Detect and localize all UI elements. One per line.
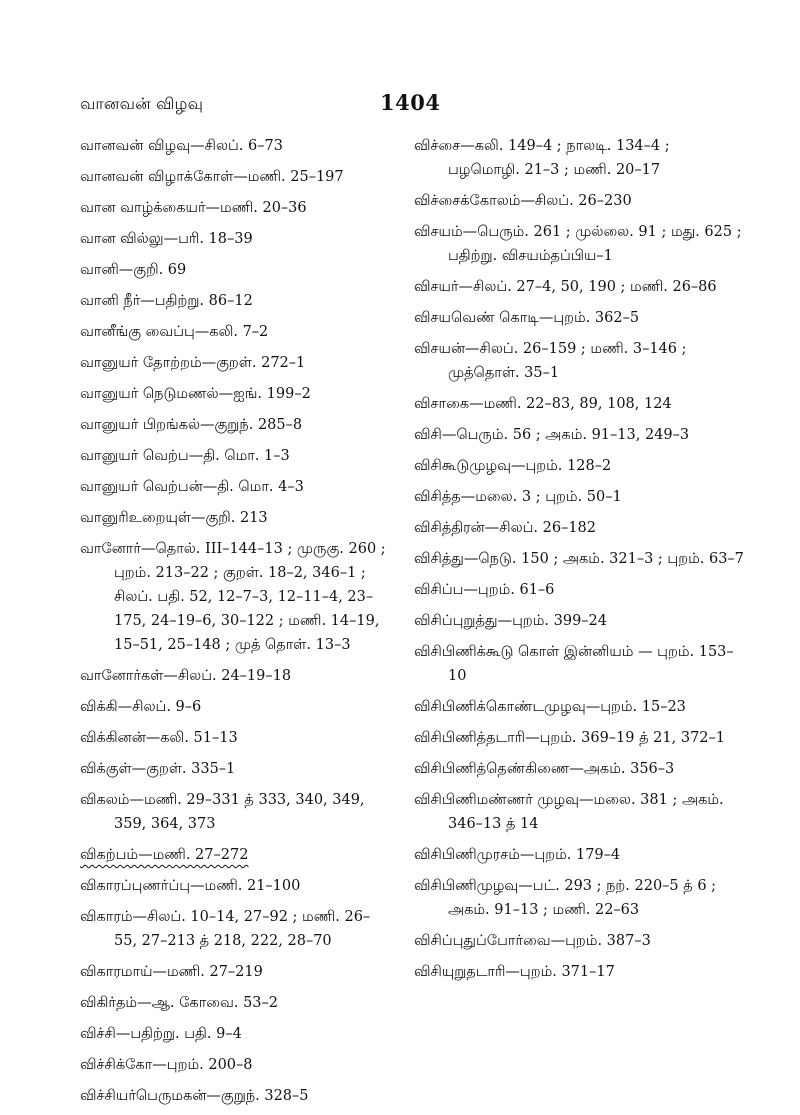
index-entry: விச்சி—பதிற்று. பதி. 9–4 bbox=[80, 1026, 242, 1042]
index-entry: விகாரமாய்—மணி. 27–219 bbox=[80, 964, 263, 980]
index-entry: விசித்திரன்—சிலப். 26–182 bbox=[414, 520, 597, 536]
index-entry: வானீங்கு வைப்பு—கலி. 7–2 bbox=[80, 324, 269, 340]
index-entry: வானுயர் பிறங்கல்—குறுந். 285–8 bbox=[80, 417, 303, 433]
index-entry: விகிர்தம்—ஆ. கோவை. 53–2 bbox=[80, 995, 279, 1011]
index-entry: விகலம்—மணி. 29–331 த் 333, 340, 349, 359, 364, 373 bbox=[80, 792, 365, 832]
index-entry: வானோர்கள்—சிலப். 24–19–18 bbox=[80, 668, 292, 684]
index-entry: விகற்பம்—மணி. 27–272 bbox=[80, 847, 249, 863]
index-entry: வானுரிஉறையுள்—குறி. 213 bbox=[80, 510, 268, 526]
index-entry: வானுயர் நெடுமணல்—ஐங். 199–2 bbox=[80, 386, 311, 402]
index-entry: விசிபிணிக்கொண்டமுழவு—புறம். 15–23 bbox=[414, 699, 686, 715]
index-entry: விச்சியர்பெருமகன்—குறுந். 328–5 bbox=[80, 1088, 309, 1104]
index-entry: விசயன்—சிலப். 26–159 ; மணி. 3–146 ; முத்தொள். 35–1 bbox=[414, 341, 687, 381]
index-entry: வானுயர் தோற்றம்—குறள். 272–1 bbox=[80, 355, 306, 371]
index-entry: வானவன் விழாக்கோள்—மணி. 25–197 bbox=[80, 169, 344, 185]
index-entry: விசித்து—நெடு. 150 ; அகம். 321–3 ; புறம். 63–7 bbox=[414, 551, 744, 567]
index-entry: விசிபிணிமுழவு—பட். 293 ; நற். 220–5 த் 6 ; அகம். 91–13 ; மணி. 22–63 bbox=[414, 878, 717, 918]
index-entry: வானவன் விழவு—சிலப். 6–73 bbox=[80, 138, 283, 154]
index-entry: விசயம்—பெரும். 261 ; முல்லை. 91 ; மது. 625 ; பதிற்று. விசயம்தப்பிய–1 bbox=[414, 224, 742, 264]
index-entry: வானுயர் வெற்ப—தி. மொ. 1–3 bbox=[80, 448, 290, 464]
index-entry: விசிப்ப—புறம். 61–6 bbox=[414, 582, 555, 598]
page-number: 1404 bbox=[380, 90, 441, 115]
index-entry: வான வில்லு—பரி. 18–39 bbox=[80, 231, 253, 247]
left-column bbox=[80, 134, 390, 1115]
index-entry: விசியுறுதடாரி—புறம். 371–17 bbox=[414, 964, 615, 980]
index-entry: வானி—குறி. 69 bbox=[80, 262, 187, 278]
index-entry: விசித்த—மலை. 3 ; புறம். 50–1 bbox=[414, 489, 622, 505]
index-entry: விசிப்புதுப்போர்வை—புறம். 387–3 bbox=[414, 933, 651, 949]
index-entry: விகாரம்—சிலப். 10–14, 27–92 ; மணி. 26–55, 27–213 த் 218, 222, 28–70 bbox=[80, 909, 371, 949]
running-head: வானவன் விழவு bbox=[80, 94, 204, 113]
index-entry: வானோர்—தொல். III–144–13 ; முருகு. 260 ; புறம். 213–22 ; குறள். 18–2, 346–1 ; சிலப். பதி. 52, 12–7–3, 12–11–4, 23–175, 24–19–6, 30–122 ; மணி. 14–19, 15–51, 25–148 ; முத் தொள். 13–3 bbox=[80, 541, 386, 653]
index-entry: விசிப்புறுத்து—புறம். 399–24 bbox=[414, 613, 607, 629]
index-entry: விசிபிணிமண்ணர் முழவு—மலை. 381 ; அகம். 346–13 த் 14 bbox=[414, 792, 724, 832]
right-column bbox=[414, 134, 744, 991]
index-entry: விசயர்—சிலப். 27–4, 50, 190 ; மணி. 26–86 bbox=[414, 279, 717, 295]
index-entry: விசி—பெரும். 56 ; அகம். 91–13, 249–3 bbox=[414, 427, 690, 443]
index-entry: வானுயர் வெற்பன்—தி. மொ. 4–3 bbox=[80, 479, 304, 495]
index-entry: விசிகூடுமுழவு—புறம். 128–2 bbox=[414, 458, 612, 474]
index-entry: விசிபிணிமுரசம்—புறம். 179–4 bbox=[414, 847, 621, 863]
index-entry: விகாரப்புணர்ப்பு—மணி. 21–100 bbox=[80, 878, 301, 894]
index-entry: விசிபிணித்தெண்கிணை—அகம். 356–3 bbox=[414, 761, 675, 777]
index-entry: விசிபிணித்தடாரி—புறம். 369–19 த் 21, 372–1 bbox=[414, 730, 725, 746]
index-entry: விக்கி—சிலப். 9–6 bbox=[80, 699, 202, 715]
index-entry: விக்கினன்—கலி. 51–13 bbox=[80, 730, 238, 746]
index-entry: விசாகை—மணி. 22–83, 89, 108, 124 bbox=[414, 396, 672, 412]
index-entry: விச்சைக்கோலம்—சிலப். 26–230 bbox=[414, 193, 632, 209]
index-entry: வானி நீர்—பதிற்று. 86–12 bbox=[80, 293, 253, 309]
index-entry: விக்குள்—குறள். 335–1 bbox=[80, 761, 236, 777]
index-entry: விச்சை—கலி. 149–4 ; நாலடி. 134–4 ; பழமொழி. 21–3 ; மணி. 20–17 bbox=[414, 138, 670, 178]
index-entry: விசிபிணிக்கூடு கொள் இன்னியம் — புறம். 153–10 bbox=[414, 644, 734, 684]
index-entry: விசயவெண் கொடி—புறம். 362–5 bbox=[414, 310, 640, 326]
index-entry: விச்சிக்கோ—புறம். 200–8 bbox=[80, 1057, 253, 1073]
index-entry: வான வாழ்க்கையர்—மணி. 20–36 bbox=[80, 200, 307, 216]
